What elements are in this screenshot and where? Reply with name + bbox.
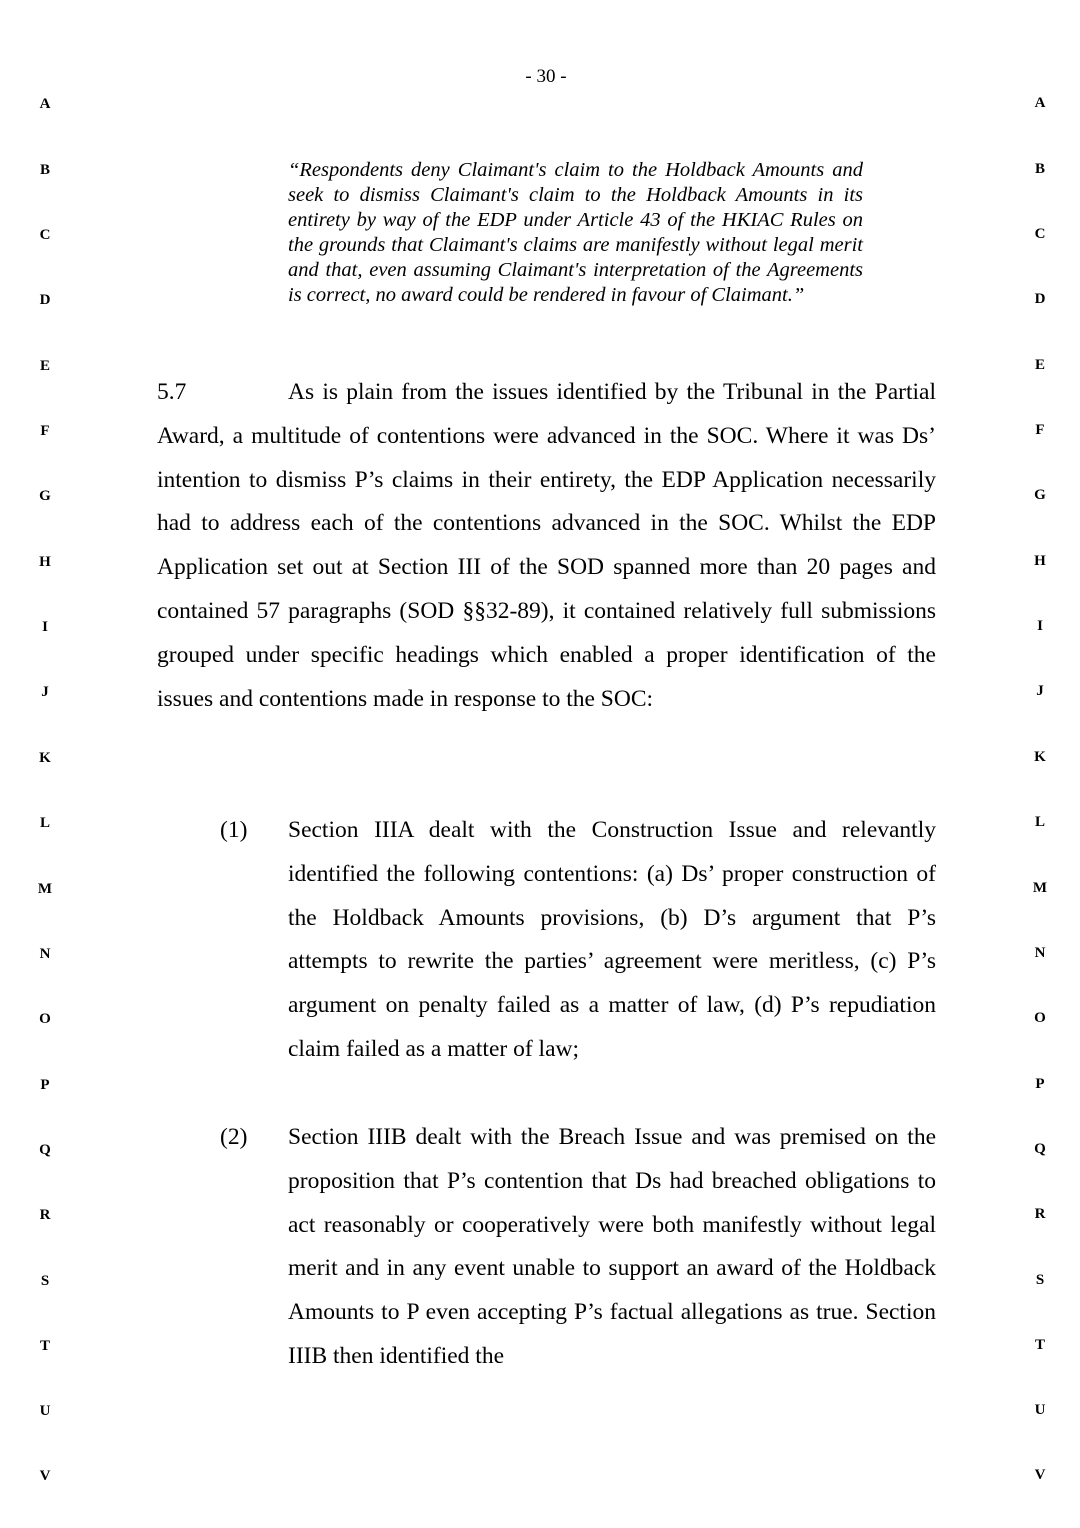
sub-item-text: Section IIIA dealt with the Construction Issue and relevantly identified the following contentions: (a) Ds’ proper construction of the Holdback Amounts provisions, (b) D’s argument that P’s attempts to rewrite the parties’ agreement were meritless, (c) P’s argument on penalty failed as a matter of law, (d) P’s repudiation claim failed as a matter of law; [288, 817, 936, 1062]
margin-letter-right: H [1034, 553, 1046, 569]
margin-letter-right: M [1032, 880, 1048, 896]
margin-letter-right: F [1035, 422, 1045, 438]
margin-letter-right: T [1034, 1337, 1045, 1353]
paragraph-text: As is plain from the issues identified by the Tribunal in the Partial Award, a multitude of contentions were advanced in the SOC. Where it was Ds’ intention to dismiss P’s claims in their entirety, the EDP Application necessarily had to address each of the contentions advanced in the SOC. Whilst the EDP Application set out at Section III of the SOD spanned more than 20 pages and contained 57 paragraphs (SOD §§32-89), it contained relatively full submissions grouped under specific headings which enabled a proper identification of the issues and contentions made in response to the SOC: [157, 379, 936, 712]
margin-letter-left: E [39, 358, 50, 374]
margin-letter-left: Q [39, 1142, 51, 1158]
margin-letter-right: A [1034, 95, 1046, 111]
margin-letter-right: S [1035, 1272, 1045, 1288]
margin-letter-right: J [1036, 683, 1044, 699]
margin-letter-right: E [1034, 357, 1045, 373]
margin-letter-right: L [1034, 814, 1045, 830]
margin-letter-left: F [40, 423, 50, 439]
margin-letter-right: G [1034, 487, 1046, 503]
margin-letter-right: I [1037, 618, 1043, 634]
paragraph-number: 5.7 [157, 379, 187, 405]
margin-letter-right: K [1034, 749, 1046, 765]
quote-text: “Respondents deny Claimant's claim to the Holdback Amounts and seek to dismiss Claimant's claim to the Holdback Amounts in its entirety by way of the EDP under Article 43 of the HKIAC Rules on the grounds that Claimant's claims are manifestly without legal merit and that, even assuming Claimant's interpretation of the Agreements is correct, no award could be rendered in favour of Claimant.” [288, 159, 863, 306]
margin-letter-left: D [39, 292, 51, 308]
margin-letter-left: U [39, 1403, 51, 1419]
margin-letter-left: R [39, 1207, 51, 1223]
sub-item-number: (2) [220, 1124, 248, 1150]
margin-letter-right: P [1035, 1076, 1045, 1092]
margin-letter-left: I [42, 619, 48, 635]
margin-letter-right: B [1034, 161, 1045, 177]
margin-letter-right: O [1034, 1010, 1046, 1026]
margin-letter-left: A [39, 96, 51, 112]
paragraph-5-7 [157, 371, 936, 721]
margin-letter-right: C [1034, 226, 1046, 242]
sub-item-text: Section IIIB dealt with the Breach Issue and was premised on the proposition that P’s contention that Ds had breached obligations to act reasonably or cooperatively were both manifestly without legal merit and in any event unable to support an award of the Holdback Amounts to P even accepting P’s factual allegations as true. Section IIIB then identified the [288, 1124, 936, 1369]
margin-letter-right: V [1034, 1467, 1046, 1483]
margin-letter-left: C [39, 227, 51, 243]
sub-item-2 [220, 1116, 936, 1379]
margin-letter-left: S [40, 1273, 50, 1289]
sub-item-1 [220, 809, 936, 1072]
margin-letter-left: G [39, 488, 51, 504]
margin-letter-left: B [39, 162, 50, 178]
sub-item-number: (1) [220, 817, 248, 843]
quoted-passage [288, 158, 863, 308]
margin-letter-right: U [1034, 1402, 1046, 1418]
margin-letter-left: L [39, 815, 50, 831]
margin-letter-left: O [39, 1011, 51, 1027]
margin-letter-right: D [1034, 291, 1046, 307]
margin-letter-left: P [40, 1077, 50, 1093]
page-number: - 30 - [525, 66, 567, 87]
margin-letter-right: R [1034, 1206, 1046, 1222]
margin-letter-left: M [37, 881, 53, 897]
margin-letter-left: V [39, 1468, 51, 1484]
margin-letter-left: K [39, 750, 51, 766]
margin-letter-right: Q [1034, 1141, 1046, 1157]
margin-letter-right: N [1034, 945, 1046, 961]
margin-letter-left: J [41, 684, 49, 700]
margin-letter-left: N [39, 946, 51, 962]
margin-letter-left: T [39, 1338, 50, 1354]
margin-letter-left: H [39, 554, 51, 570]
